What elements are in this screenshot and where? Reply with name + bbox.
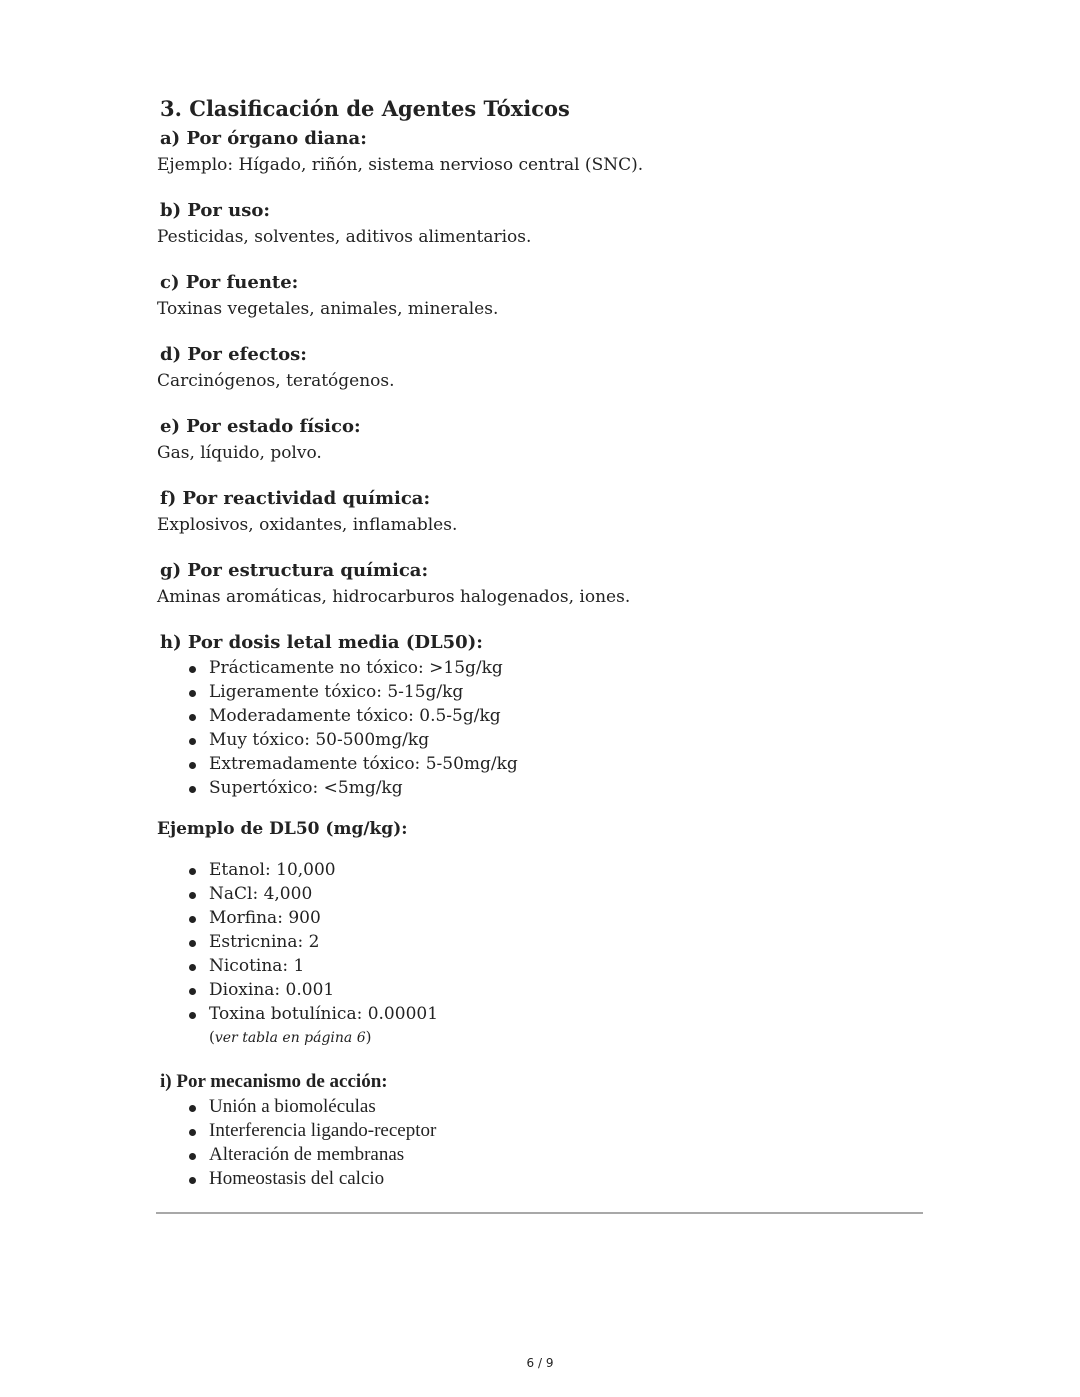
list-item: Extremadamente tóxico: 5-50mg/kg — [209, 752, 923, 776]
list-item: Morfina: 900 — [209, 906, 923, 930]
section-e — [157, 414, 923, 466]
section-g — [157, 558, 923, 610]
section-d — [157, 342, 923, 394]
section-text: Explosivos, oxidantes, inflamables. — [157, 515, 458, 535]
section-heading: a) Por órgano diana: — [160, 128, 367, 149]
section-heading: i) Por mecanismo de acción: — [160, 1071, 388, 1092]
list-item: Homeostasis del calcio — [209, 1167, 923, 1191]
note-paren-open: ( — [209, 1028, 215, 1046]
list-item: Muy tóxico: 50-500mg/kg — [209, 728, 923, 752]
section-text: Pesticidas, solventes, aditivos alimentarios. — [157, 227, 532, 247]
section-c — [157, 270, 923, 322]
page-number: 6 / 9 — [526, 1356, 554, 1370]
mechanism-list — [157, 1095, 923, 1191]
section-text: Ejemplo: Hígado, riñón, sistema nervioso central (SNC). — [157, 155, 644, 175]
section-i-mechanism — [157, 1069, 923, 1191]
section-heading: g) Por estructura química: — [160, 560, 429, 581]
horizontal-divider — [156, 1212, 923, 1214]
section-heading: d) Por efectos: — [160, 344, 307, 365]
list-item: Prácticamente no tóxico: >15g/kg — [209, 656, 923, 680]
dl50-example-heading: Ejemplo de DL50 (mg/kg): — [157, 819, 408, 839]
list-item: Toxina botulínica: 0.00001 — [209, 1002, 923, 1026]
note-paren-close: ) — [365, 1028, 372, 1046]
section-text: Toxinas vegetales, animales, minerales. — [157, 299, 499, 319]
list-item: Nicotina: 1 — [209, 954, 923, 978]
section-heading: b) Por uso: — [160, 200, 271, 221]
section-f — [157, 486, 923, 538]
section-heading: c) Por fuente: — [160, 272, 299, 293]
list-item: Estricnina: 2 — [209, 930, 923, 954]
list-item: Moderadamente tóxico: 0.5-5g/kg — [209, 704, 923, 728]
dl50-category-list — [157, 656, 923, 800]
list-item: Alteración de membranas — [209, 1143, 923, 1167]
section-h-dl50 — [157, 630, 923, 1049]
section-heading: f) Por reactividad química: — [160, 488, 431, 509]
list-item: Interferencia ligando-receptor — [209, 1119, 923, 1143]
list-item: Dioxina: 0.001 — [209, 978, 923, 1002]
section-text: Gas, líquido, polvo. — [157, 443, 322, 463]
section-heading: h) Por dosis letal media (DL50): — [160, 632, 483, 653]
list-item: Ligeramente tóxico: 5-15g/kg — [209, 680, 923, 704]
section-a — [157, 126, 923, 178]
section-heading: e) Por estado físico: — [160, 416, 361, 437]
table-reference-note — [157, 1026, 923, 1049]
section-text: Carcinógenos, teratógenos. — [157, 371, 395, 391]
list-item: NaCl: 4,000 — [209, 882, 923, 906]
list-item: Unión a biomoléculas — [209, 1095, 923, 1119]
document-page — [157, 92, 923, 1191]
note-text: ver tabla en página 6 — [214, 1030, 366, 1046]
dl50-example-list — [157, 858, 923, 1026]
section-b — [157, 198, 923, 250]
section-text: Aminas aromáticas, hidrocarburos halogenados, iones. — [157, 587, 631, 607]
list-item: Etanol: 10,000 — [209, 858, 923, 882]
list-item: Supertóxico: <5mg/kg — [209, 776, 923, 800]
page-title: 3. Clasificación de Agentes Tóxicos — [160, 96, 570, 121]
